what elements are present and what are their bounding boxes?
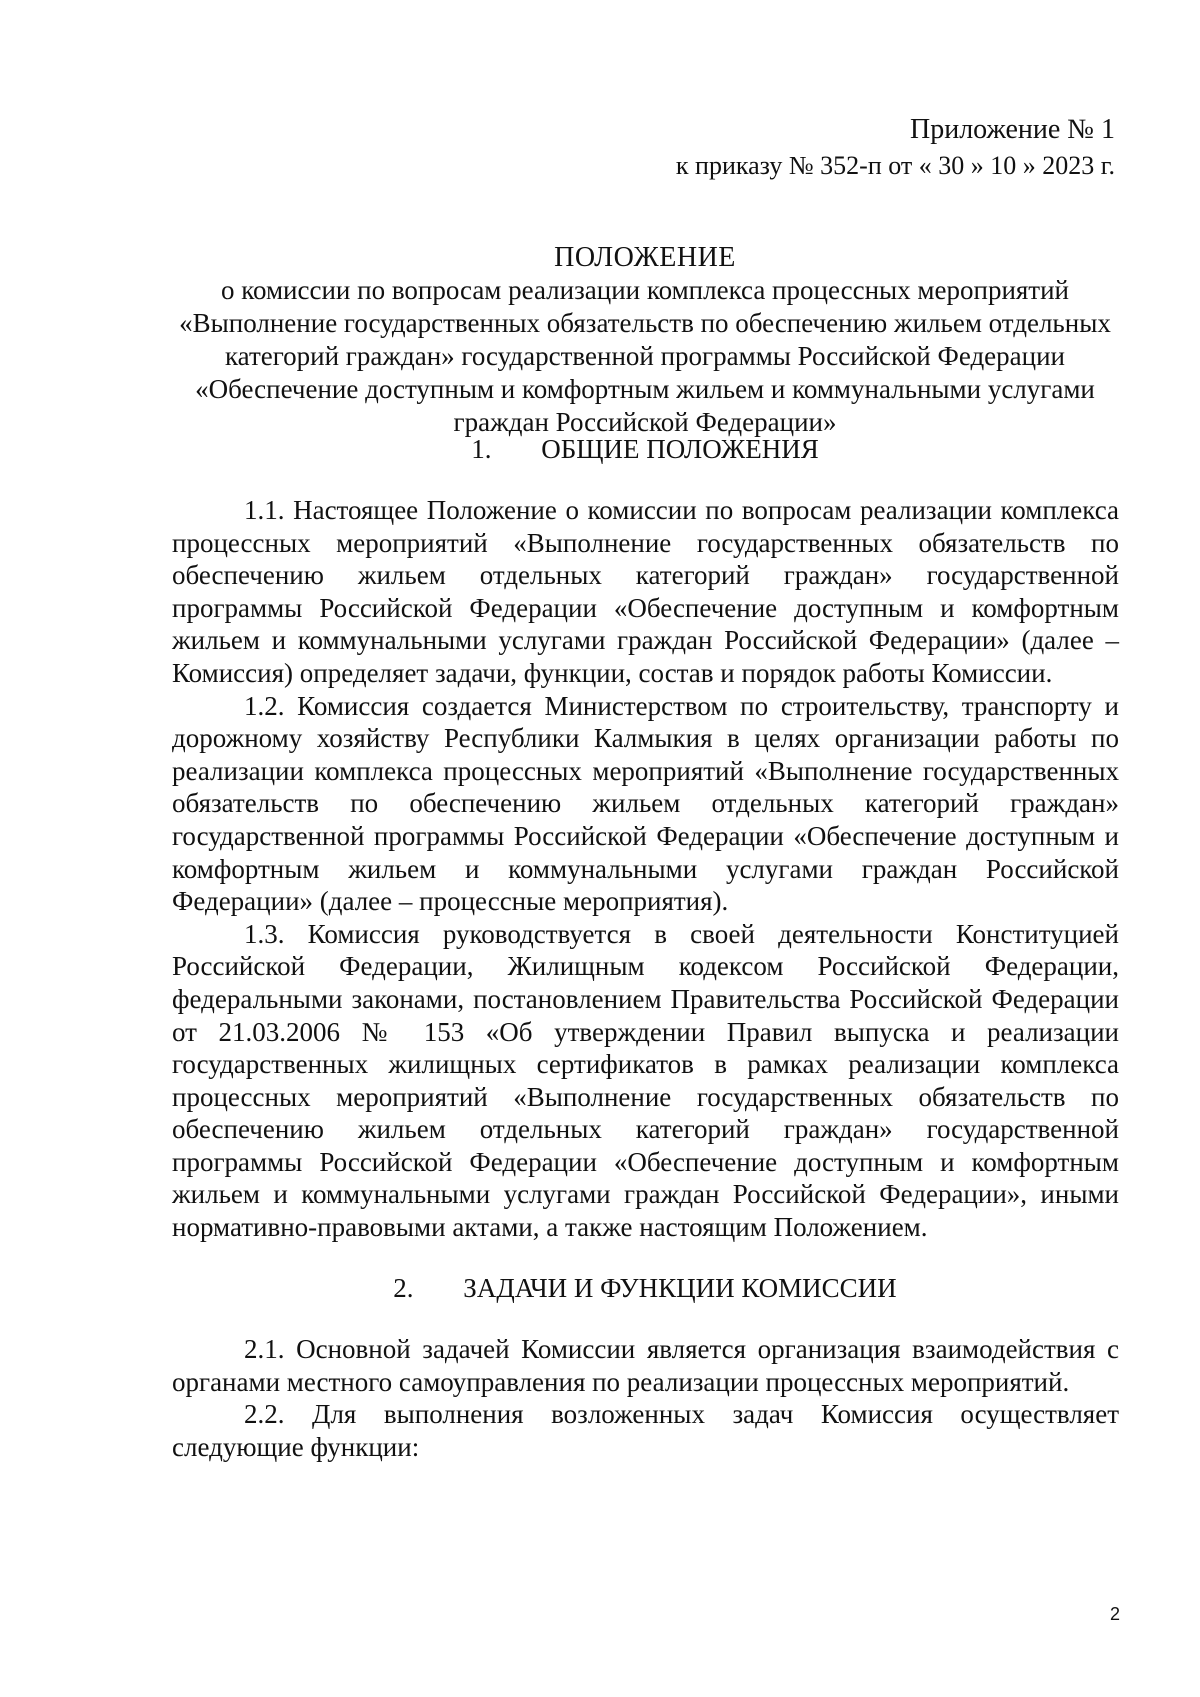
appendix-header (676, 112, 1115, 184)
section-number: 2. (393, 1273, 414, 1303)
section-title: ЗАДАЧИ И ФУНКЦИИ КОМИССИИ (463, 1273, 897, 1303)
section-2-body (172, 1333, 1119, 1463)
paragraph-1-3: 1.3. Комиссия руководствуется в своей деятельности Конституцией Российской Федерации, Жилищным кодексом Российской Федерации, федеральными законами, постановлением Правительства Российской Федерации от 21.03.2006 № 153 «Об утверждении Правил выпуска и реализации государственных жилищных сертификатов в рамках реализации комплекса процессных мероприятий «Выполнение государственных обязательств по обеспечению жильем отдельных категорий граждан» государственной программы Российской Федерации «Обеспечение доступным и комфортным жильем и коммунальными услугами граждан Российской Федерации», иными нормативно-правовыми актами, а также настоящим Положением. (172, 918, 1119, 1243)
section-number: 1. (471, 434, 492, 464)
document-title-block (170, 241, 1120, 439)
section-1-body (172, 494, 1119, 1244)
document-title: ПОЛОЖЕНИЕ (554, 242, 736, 273)
document-subtitle: о комиссии по вопросам реализации комплекса процессных мероприятий «Выполнение государственных обязательств по обеспечению жильем отдельных категорий граждан» государственной программы Российской Федерации «Обеспечение доступным и комфортным жильем и коммунальными услугами граждан Российской Федерации» (179, 275, 1111, 437)
section-heading-1 (170, 433, 1120, 466)
appendix-title: Приложение № 1 (910, 114, 1115, 145)
paragraph-2-1: 2.1. Основной задачей Комиссии является организация взаимодействия с органами местного самоуправления по реализации процессных мероприятий. (172, 1334, 1119, 1397)
paragraph-1-1: 1.1. Настоящее Положение о комиссии по вопросам реализации комплекса процессных мероприятий «Выполнение государственных обязательств по обеспечению жильем отдельных категорий граждан» государственной программы Российской Федерации «Обеспечение доступным и комфортным жильем и коммунальными услугами граждан Российской Федерации» (далее – Комиссия) определяет задачи, функции, состав и порядок работы Комиссии. (172, 495, 1119, 688)
page-number: 2 (1109, 1604, 1120, 1624)
paragraph-1-2: 1.2. Комиссия создается Министерством по строительству, транспорту и дорожному хозяйству Республики Калмыкия в целях организации работы по реализации комплекса процессных мероприятий «Выполнение государственных обязательств по обеспечению жильем отдельных категорий граждан» государственной программы Российской Федерации «Обеспечение доступным и комфортным жильем и коммунальными услугами граждан Российской Федерации» (далее – процессные мероприятия). (172, 690, 1119, 917)
appendix-order-reference: к приказу № 352-п от « 30 » 10 » 2023 г. (675, 151, 1115, 180)
paragraph-2-2: 2.2. Для выполнения возложенных задач Комиссия осуществляет следующие функции: (172, 1399, 1119, 1462)
section-heading-2 (170, 1272, 1120, 1305)
section-title: ОБЩИЕ ПОЛОЖЕНИЯ (541, 434, 819, 464)
